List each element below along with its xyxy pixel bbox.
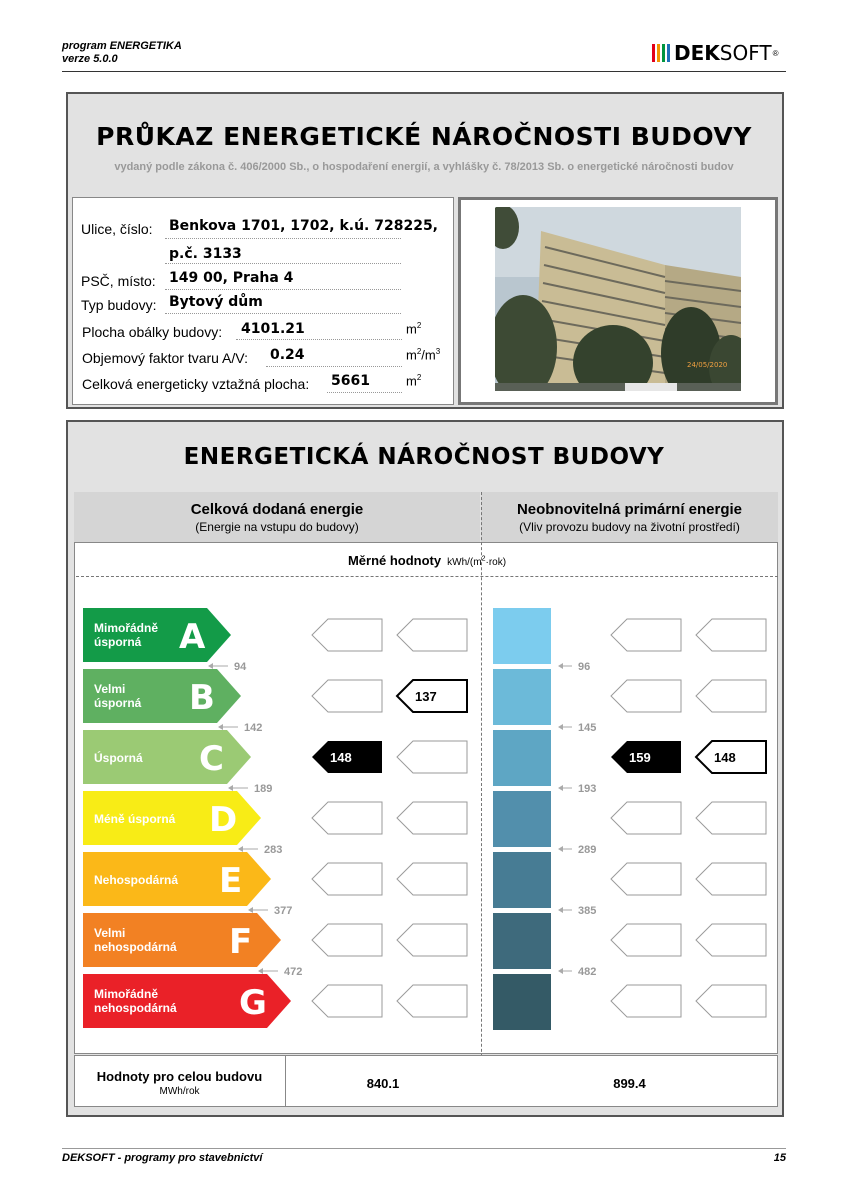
class-letter-a: A	[179, 617, 206, 657]
right-threshold-head-5	[558, 968, 563, 974]
shape-factor-unit: $m^2/m^3$	[406, 347, 441, 363]
right-slot-a-b	[611, 680, 681, 712]
city-value: 149 00, Praha 4	[169, 270, 294, 286]
primary-bar-f	[493, 913, 551, 969]
right-threshold-3: 289	[578, 844, 597, 856]
right-threshold-head-2	[558, 785, 563, 791]
right-slot-a-a	[611, 619, 681, 651]
primary-energy-subtitle: (Vliv provozu budovy na životní prostředí)	[519, 520, 740, 534]
building-type-label: Typ budovy:	[81, 297, 157, 313]
right-slot-b-d	[696, 802, 766, 834]
right-threshold-0: 96	[578, 661, 591, 673]
street-value-line2: p.č. 3133	[169, 246, 242, 262]
logo-registered: ®	[772, 48, 779, 58]
right-slot-b-f	[696, 924, 766, 956]
city-label: PSČ, místo:	[81, 273, 156, 289]
left-threshold-3: 283	[264, 844, 283, 856]
class-label-a-2: úsporná	[94, 635, 142, 649]
street-label: Ulice, číslo:	[81, 221, 153, 237]
class-letter-b: B	[189, 678, 215, 718]
class-label-g-1: Mimořádně	[94, 987, 159, 1001]
class-label-d: Méně úsporná	[94, 812, 176, 826]
shape-factor-label: Objemový faktor tvaru A/V:	[82, 350, 248, 366]
footer-text: DEKSOFT - programy pro stavebnictví	[62, 1152, 263, 1164]
primary-bar-b	[493, 669, 551, 725]
left-threshold-head-3	[238, 846, 243, 852]
left-threshold-4: 377	[274, 905, 293, 917]
class-letter-g: G	[239, 983, 267, 1023]
class-label-g-2: nehospodárná	[94, 1001, 177, 1015]
left-threshold-2: 189	[254, 783, 273, 795]
photo-date-stamp: 24/05/2020	[687, 361, 728, 369]
building-type-value: Bytový dům	[169, 294, 263, 310]
whole-building-label: Hodnoty pro celou budovu MWh/rok	[74, 1069, 285, 1097]
class-letter-e: E	[219, 861, 243, 901]
class-letter-f: F	[229, 922, 253, 962]
envelope-area-unit: $m^2$	[406, 321, 422, 337]
delivered-energy-indicator-value: 148	[330, 750, 352, 765]
left-slot-a-f	[312, 924, 382, 956]
right-slot-b-a	[696, 619, 766, 651]
right-threshold-head-4	[558, 907, 563, 913]
footer-rule	[62, 1148, 786, 1149]
right-slot-b-e	[696, 863, 766, 895]
specific-values-label: Měrné hodnoty kWh/$(m^2\cdot rok)$	[347, 553, 507, 568]
class-label-b-2: úsporná	[94, 696, 142, 710]
primary-bar-c	[493, 730, 551, 786]
left-slot-a-g	[312, 985, 382, 1017]
right-threshold-4: 385	[578, 905, 597, 917]
class-label-f-2: nehospodárná	[94, 940, 177, 954]
left-slot-a-b	[312, 680, 382, 712]
left-threshold-0: 94	[234, 661, 247, 673]
shape-factor-value: 0.24	[270, 347, 305, 363]
program-version: verze 5.0.0	[62, 53, 118, 65]
class-label-e: Nehospodárná	[94, 873, 179, 887]
right-slot-a-d	[611, 802, 681, 834]
class-label-a-1: Mimořádně	[94, 621, 159, 635]
left-slot-a-d	[312, 802, 382, 834]
primary-bar-d	[493, 791, 551, 847]
left-threshold-head-0	[208, 663, 213, 669]
primary-bar-a	[493, 608, 551, 664]
primary-bar-g	[493, 974, 551, 1030]
certificate-subtitle: vydaný podle zákona č. 406/2000 Sb., o hospodaření energií, a vyhlášky č. 78/2013 Sb. o energetické náročnosti budov	[114, 161, 734, 173]
left-threshold-head-5	[258, 968, 263, 974]
whole-primary-value: 899.4	[613, 1076, 646, 1091]
energy-title: ENERGETICKÁ NÁROČNOST BUDOVY	[183, 444, 665, 470]
left-threshold-1: 142	[244, 722, 263, 734]
right-slot-a-g	[611, 985, 681, 1017]
street-value-line1: Benkova 1701, 1702, k.ú. 728225,	[169, 218, 439, 234]
envelope-area-value: 4101.21	[241, 321, 305, 337]
certificate-title: PRŮKAZ ENERGETICKÉ NÁROČNOSTI BUDOVY	[96, 122, 752, 151]
delivered-energy-title: Celková dodaná energie	[190, 501, 364, 518]
left-slot-b-a	[397, 619, 467, 651]
class-label-b-1: Velmi	[94, 682, 126, 696]
envelope-area-label: Plocha obálky budovy:	[82, 324, 223, 340]
primary-energy-title: Neobnovitelná primární energie	[516, 501, 743, 518]
logo-text-dek: DEK	[674, 41, 720, 65]
whole-delivered-value: 840.1	[366, 1076, 400, 1091]
program-name: program ENERGETIKA	[62, 40, 182, 52]
right-threshold-2: 193	[578, 783, 597, 795]
primary-energy-reference-indicator-value: 148	[714, 750, 736, 765]
left-threshold-head-4	[248, 907, 253, 913]
whole-building-unit: MWh/rok	[159, 1086, 200, 1097]
right-threshold-5: 482	[578, 966, 597, 978]
delivered-energy-reference-indicator-value: 137	[415, 689, 437, 704]
left-slot-b-g	[397, 985, 467, 1017]
class-letter-c: C	[199, 739, 224, 779]
left-slot-a-a	[312, 619, 382, 651]
left-slot-b-e	[397, 863, 467, 895]
class-label-f-1: Velmi	[94, 926, 126, 940]
class-label-c: Úsporná	[94, 751, 143, 765]
right-slot-a-f	[611, 924, 681, 956]
left-threshold-5: 472	[284, 966, 303, 978]
delivered-energy-subtitle: (Energie na vstupu do budovy)	[195, 520, 359, 534]
right-slot-b-g	[696, 985, 766, 1017]
reference-area-label: Celková energeticky vztažná plocha:	[82, 376, 310, 392]
primary-bar-e	[493, 852, 551, 908]
left-threshold-head-1	[218, 724, 223, 730]
right-threshold-head-3	[558, 846, 563, 852]
right-threshold-head-0	[558, 663, 563, 669]
class-letter-d: D	[209, 800, 238, 840]
right-slot-a-e	[611, 863, 681, 895]
footer	[62, 1152, 786, 1164]
right-threshold-1: 145	[578, 722, 597, 734]
reference-area-unit: $m^2$	[406, 373, 422, 389]
left-slot-b-d	[397, 802, 467, 834]
right-threshold-head-1	[558, 724, 563, 730]
logo-text-soft: SOFT	[719, 41, 772, 65]
left-slot-a-e	[312, 863, 382, 895]
left-slot-b-f	[397, 924, 467, 956]
right-slot-b-b	[696, 680, 766, 712]
primary-energy-indicator-value: 159	[629, 750, 651, 765]
page-number: 15	[773, 1152, 786, 1164]
left-slot-b-c	[397, 741, 467, 773]
left-threshold-head-2	[228, 785, 233, 791]
reference-area-value: 5661	[331, 373, 370, 389]
